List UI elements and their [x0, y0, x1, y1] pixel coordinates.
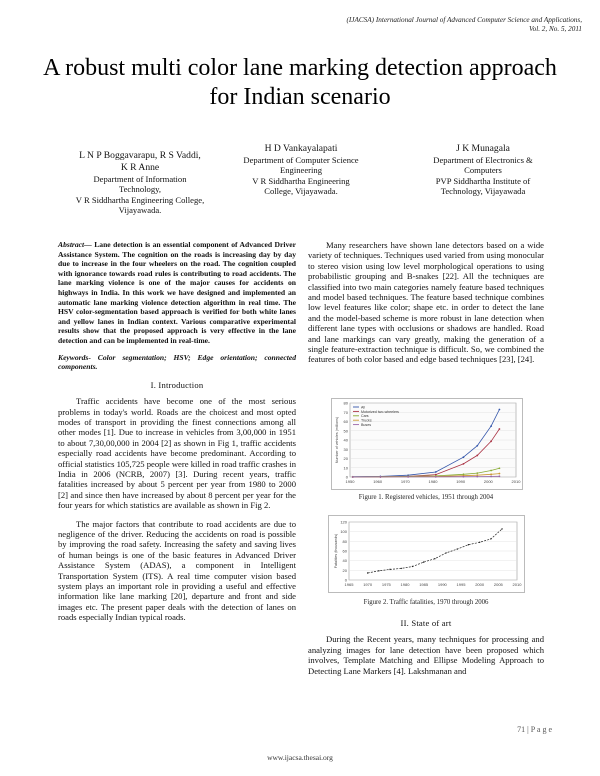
y-tick-label: 60	[343, 419, 348, 424]
data-point	[401, 568, 402, 569]
figure-2-chart	[329, 516, 524, 592]
data-point	[490, 470, 492, 472]
data-point	[463, 463, 465, 465]
data-point	[490, 440, 492, 442]
data-point	[407, 476, 409, 478]
author-affil-line: Department of Electronics &	[433, 155, 533, 165]
data-point	[499, 428, 501, 430]
abstract	[58, 240, 296, 346]
journal-line-2: Vol. 2, No. 5, 2011	[529, 25, 582, 33]
author-affil-line: Technology, Vijayawada	[440, 186, 526, 197]
author-affil-line: Vijayawada.	[118, 205, 162, 216]
data-point	[490, 425, 492, 427]
figure-2-caption: Figure 2. Traffic fatalities, 1970 through 2006	[363, 599, 489, 606]
legend-entry: Buses	[361, 423, 371, 427]
section-heading-introduction: I. Introduction	[150, 379, 204, 390]
x-tick-label: 1960	[373, 479, 383, 484]
x-tick-label: 1970	[363, 582, 373, 587]
x-tick-label: 1995	[456, 582, 466, 587]
right-column-lower	[308, 618, 544, 676]
author-names: J K Munagala	[456, 143, 510, 154]
author-names: H D Vankayalapati	[264, 143, 338, 154]
y-tick-label: 10	[343, 465, 348, 471]
data-point	[423, 561, 424, 562]
figure-1	[331, 398, 523, 490]
x-tick-label: 1975	[381, 582, 391, 587]
abstract-text: Lane detection is an essential component of Advanced Driver Assistance System. The cognition on the roads is increasing day by day due to increase in the four wheelers on the road. The cognition coupled with ignorance towards road rules is contributing to road accidents. The lane marking violence is one of the major causes for accidents on highways in India. In this work we have designed and implemented an automatic lane marking violence detection algorithm in real time. The HSV color-segmentation based approach is verified for both white lanes and yellow lanes in Indian context. Various comparative experimental results show that the proposed approach is very effective in the lane detection and can be implemented in real-time.	[58, 240, 296, 345]
author-affil-line: Computers	[464, 165, 502, 176]
x-tick-label: 2010	[511, 479, 521, 484]
x-tick-label: 1950	[345, 479, 355, 484]
y-tick-label: 70	[343, 409, 348, 415]
data-point	[457, 548, 458, 549]
legend-entry: Trucks	[361, 418, 372, 423]
x-tick-label: 2005	[493, 582, 503, 587]
intro-paragraph-1: Traffic accidents have become one of the most serious problems in today's world. Roads are the choicest and most opted modes of transport in providing the finest connections among all other modes [1]. Due to increase in vehicles from 3,00,000 in 1951 to about 7,30,00,000 in 2004 [2] as shown in Fig 1, traffic accidents especially road accidents have become predominant. According to official statistics 105,725 people were killed in road traffic crashes in India in 2006 (NCRB, 2007) [3]. During recent years, traffic fatalities increased by about 5 percent per year from 1980 to 2000 [2] and since then have increased by about 8 percent per year for the four years for which statistics are available as shown in Fig 2.	[58, 396, 296, 511]
y-tick-label: 40	[342, 558, 347, 564]
abstract-label: Abstract—	[58, 240, 92, 249]
x-tick-label: 2000	[475, 582, 485, 587]
data-point	[463, 456, 465, 458]
author-affil-line: PVP Siddhartha Institute of	[435, 175, 531, 186]
legend-entry: Motorized two-wheelers	[361, 409, 399, 414]
data-point	[352, 476, 354, 478]
y-tick-label: 60	[342, 548, 347, 554]
figure-1-caption: Figure 1. Registered vehicles, 1951 through 2004	[358, 494, 494, 501]
y-tick-label: 50	[343, 428, 348, 434]
title-line-1: A robust multi color lane marking detection approach	[43, 55, 557, 81]
x-tick-label: 1970	[400, 479, 410, 484]
left-column	[58, 240, 296, 623]
keywords: Keywords- Color segmentation; HSV; Edge orientation; connected components.	[58, 352, 296, 372]
page-number: 71 | P a g e	[517, 725, 552, 734]
y-tick-label: 30	[343, 446, 348, 452]
legend-entry: All	[361, 405, 365, 410]
data-point	[367, 572, 368, 573]
legend-entry: Cars	[361, 414, 369, 419]
data-point	[378, 570, 379, 571]
y-tick-label: 40	[343, 437, 348, 443]
journal-line-1: (IJACSA) International Journal of Advanced Computer Science and Applications,	[346, 16, 582, 24]
x-tick-label: 1990	[456, 479, 466, 484]
right-paragraph-1: Many researchers have shown lane detectors based on a wide variety of techniques. Techniques used varied from using monocular to stereo vision using low level morphological operations to using probabilistic grouping and B-snakes [22]. All the techniques are classified into two main categories namely feature based techniques and model based techniques. The feature based technique combines low level features like color; shape etc. in order to detect the lane and the model-based scheme is more robust in lane detection when different lane types with occlusions or shadows are handled. Road and lane markings can vary greatly, making the generation of a single feature-extraction technique is difficult. So, we combined the features of both color based and edge based techniques [23], [24].	[308, 240, 544, 365]
author-block-1	[50, 150, 230, 216]
data-point	[490, 473, 492, 475]
data-point	[435, 476, 437, 478]
x-tick-label: 1985	[419, 582, 429, 587]
data-point	[499, 467, 501, 469]
x-tick-label: 2000	[483, 479, 493, 484]
data-point	[476, 455, 478, 457]
paper-title	[30, 54, 570, 112]
y-tick-label: 20	[342, 567, 347, 573]
author-affil-line: Engineering	[280, 165, 322, 176]
y-tick-label: 120	[340, 519, 347, 525]
y-tick-label: 100	[340, 529, 347, 535]
x-tick-label: 2010	[512, 582, 522, 587]
y-tick-label: 20	[343, 456, 348, 461]
data-point	[434, 558, 435, 559]
figure-1-chart	[332, 399, 522, 489]
footer-url: www.ijacsa.thesai.org	[267, 753, 333, 762]
data-point	[412, 566, 413, 567]
author-names: L N P Boggavarapu, R S Vaddi,	[79, 150, 201, 161]
data-point	[389, 569, 390, 570]
y-axis-label: Number of vehicles (millions)	[335, 416, 339, 464]
data-point	[463, 476, 465, 478]
y-tick-label: 80	[343, 400, 348, 406]
author-affil-line: Technology,	[118, 184, 162, 195]
data-point	[445, 552, 446, 553]
y-axis-label: Fatalities (thousands)	[334, 533, 338, 569]
x-tick-label: 1990	[437, 582, 447, 587]
author-block-3	[408, 143, 558, 197]
data-point	[499, 473, 501, 475]
author-affil-line: V R Siddhartha Engineering College,	[75, 194, 205, 205]
data-point	[468, 544, 469, 545]
state-paragraph-1: During the Recent years, many techniques for processing and analyzing images for lane detection have been proposed which involves, Template Matching and Ellipse Modeling Approach to Detecting Lane Markers [4]. Lakshmanan and	[308, 634, 544, 676]
data-point	[490, 538, 491, 539]
data-point	[490, 476, 492, 478]
data-point	[476, 472, 478, 474]
intro-paragraph-2: The major factors that contribute to road accidents are due to negligence of the driver. Reducing the accidents on road is possible by improving the road safety. Increasing the safety and saving lives of human beings is one of the basic features in Advanced Driver Assistance System (ADAS), a component in Intelligent Transportation System (ITS). A real time computer vision based system plays an important role in providing a useful and effective information like lane marking [20], departure and front and side images etc. The present paper deals with the detection of lanes on roads especially Indian typical roads.	[58, 518, 296, 623]
author-affil-line: V R Siddhartha Engineering	[252, 175, 350, 186]
data-point	[501, 528, 502, 529]
data-point	[476, 476, 478, 478]
section-heading-state-of-art: II. State of art	[400, 618, 452, 628]
x-tick-label: 1980	[400, 582, 410, 587]
data-point	[435, 471, 437, 473]
author-affil-line: Department of Information	[93, 174, 187, 184]
data-point	[499, 475, 501, 477]
author-block-2	[226, 143, 376, 197]
x-tick-label: 1980	[428, 479, 438, 484]
y-tick-label: 80	[342, 538, 347, 544]
data-point	[380, 476, 382, 478]
right-column	[308, 240, 544, 365]
data-point	[476, 445, 478, 447]
data-point	[479, 542, 480, 543]
journal-header	[252, 16, 582, 34]
x-tick-label: 1965	[344, 582, 354, 587]
author-names-2: K R Anne	[120, 162, 160, 173]
y-tick-label: 0	[344, 577, 347, 583]
figure-2	[328, 515, 525, 593]
y-tick-label: 0	[345, 474, 348, 480]
title-line-2: for Indian scenario	[209, 84, 391, 110]
author-affil-line: Department of Computer Science	[243, 155, 359, 165]
data-point	[499, 409, 501, 411]
author-affil-line: College, Vijayawada.	[264, 186, 338, 197]
